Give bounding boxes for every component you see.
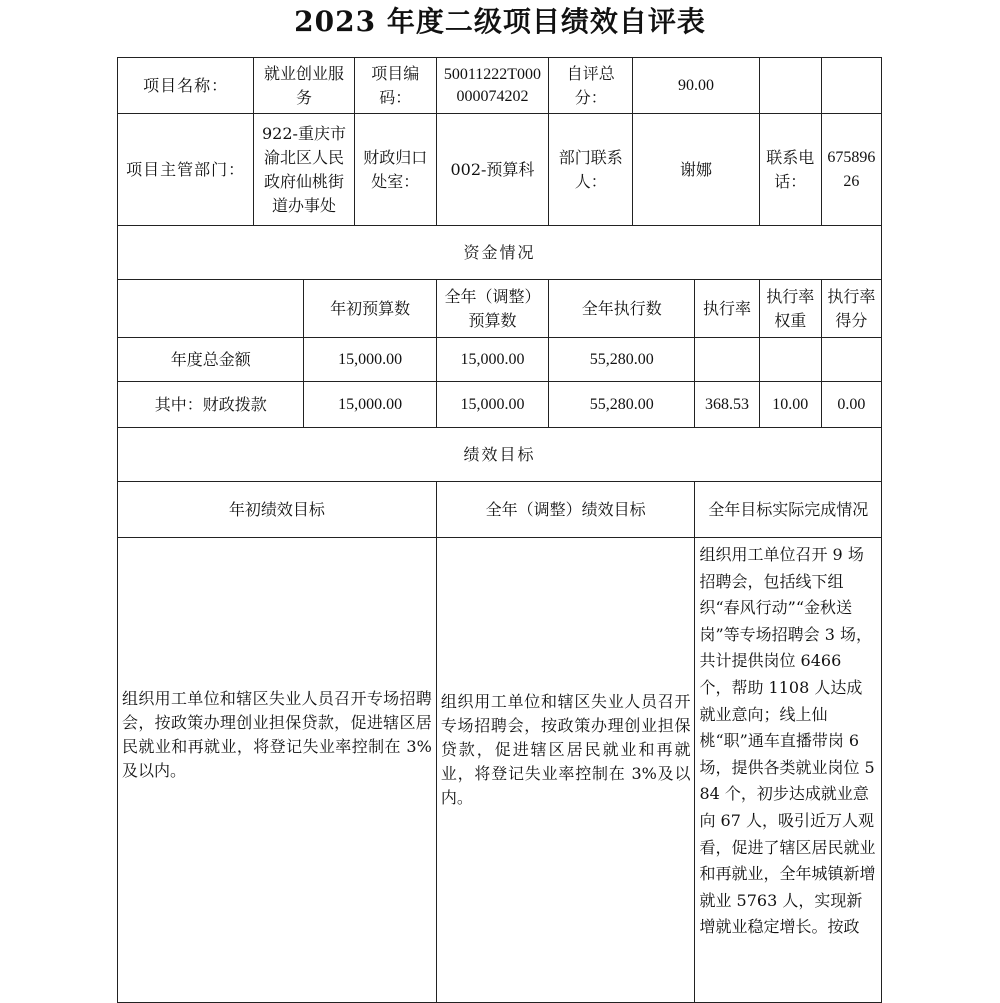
self-score-label: 自评总分：: [549, 58, 633, 114]
rate-weight-value: [759, 338, 821, 382]
contact-person-label: 部门联系人：: [549, 114, 633, 226]
rate-weight-value: 10.00: [759, 382, 821, 428]
finance-office-label: 财政归口处室：: [354, 114, 436, 226]
finance-office-value: 002-预算科: [436, 114, 548, 226]
page-title: 2023 年度二级项目绩效自评表: [294, 5, 706, 38]
department-label: 项目主管部门：: [118, 114, 254, 226]
project-row: [118, 58, 882, 114]
funds-section-row: [118, 226, 882, 280]
execution-rate-value: [695, 338, 759, 382]
initial-goal-header: 年初绩效目标: [118, 482, 437, 538]
phone-label: 联系电话：: [759, 114, 821, 226]
initial-goal-text: 组织用工单位和辖区失业人员召开专场招聘会，按政策办理创业担保贷款，促进辖区居民就业和再就业，将登记失业率控制在 3%及以内。: [118, 538, 437, 1003]
actual-execution-value: 55,280.00: [549, 338, 695, 382]
empty-cell: [759, 58, 821, 114]
rate-score-value: 0.00: [821, 382, 881, 428]
completion-header: 全年目标实际完成情况: [695, 482, 882, 538]
adjusted-budget-value: 15,000.00: [436, 382, 548, 428]
department-value: 922-重庆市渝北区人民政府仙桃街道办事处: [254, 114, 354, 226]
project-code-label: 项目编码：: [354, 58, 436, 114]
rate-score-header: 执行率得分: [821, 280, 881, 338]
project-name-value: 就业创业服务: [254, 58, 354, 114]
evaluation-table: [117, 57, 882, 1003]
empty-cell: [821, 58, 881, 114]
rate-weight-header: 执行率权重: [759, 280, 821, 338]
initial-budget-value: 15,000.00: [304, 382, 436, 428]
adjusted-budget-value: 15,000.00: [436, 338, 548, 382]
actual-execution-header: 全年执行数: [549, 280, 695, 338]
self-score-value: 90.00: [633, 58, 759, 114]
table-row: [118, 338, 882, 382]
table-row: [118, 382, 882, 428]
actual-execution-value: 55,280.00: [549, 382, 695, 428]
phone-value: 67589626: [821, 114, 881, 226]
adjusted-goal-header: 全年（调整）绩效目标: [436, 482, 695, 538]
funds-header-row: [118, 280, 882, 338]
performance-header-row: [118, 482, 882, 538]
execution-rate-header: 执行率: [695, 280, 759, 338]
empty-cell: [118, 280, 304, 338]
row-label: 其中：财政拨款: [118, 382, 304, 428]
row-label: 年度总金额: [118, 338, 304, 382]
completion-text: 组织用工单位召开 9 场招聘会，包括线下组织“春风行动”“金秋送岗”等专场招聘会 3 场，共计提供岗位 6466 个，帮助 1108 人达成就业意向；线上仙桃“职”通车直播带岗 6 场，提供各类就业岗位 584 个，初步达成就业意向 67 人，吸引近万人观看，促进了辖区居民就业和再就业，全年城镇新增就业 5763 人，实现新增就业稳定增长。按政: [695, 538, 882, 1003]
project-name-label: 项目名称：: [118, 58, 254, 114]
performance-section-row: [118, 428, 882, 482]
initial-budget-value: 15,000.00: [304, 338, 436, 382]
contact-person-value: 谢娜: [633, 114, 759, 226]
performance-section-title: 绩效目标: [118, 428, 882, 482]
department-row: [118, 114, 882, 226]
adjusted-budget-header: 全年（调整）预算数: [436, 280, 548, 338]
adjusted-goal-text: 组织用工单位和辖区失业人员召开专场招聘会，按政策办理创业担保贷款，促进辖区居民就业和再就业，将登记失业率控制在 3%及以内。: [436, 538, 695, 1003]
performance-content-row: [118, 538, 882, 1003]
rate-score-value: [821, 338, 881, 382]
funds-section-title: 资金情况: [118, 226, 882, 280]
initial-budget-header: 年初预算数: [304, 280, 436, 338]
execution-rate-value: 368.53: [695, 382, 759, 428]
project-code-value: 50011222T000000074202: [436, 58, 548, 114]
